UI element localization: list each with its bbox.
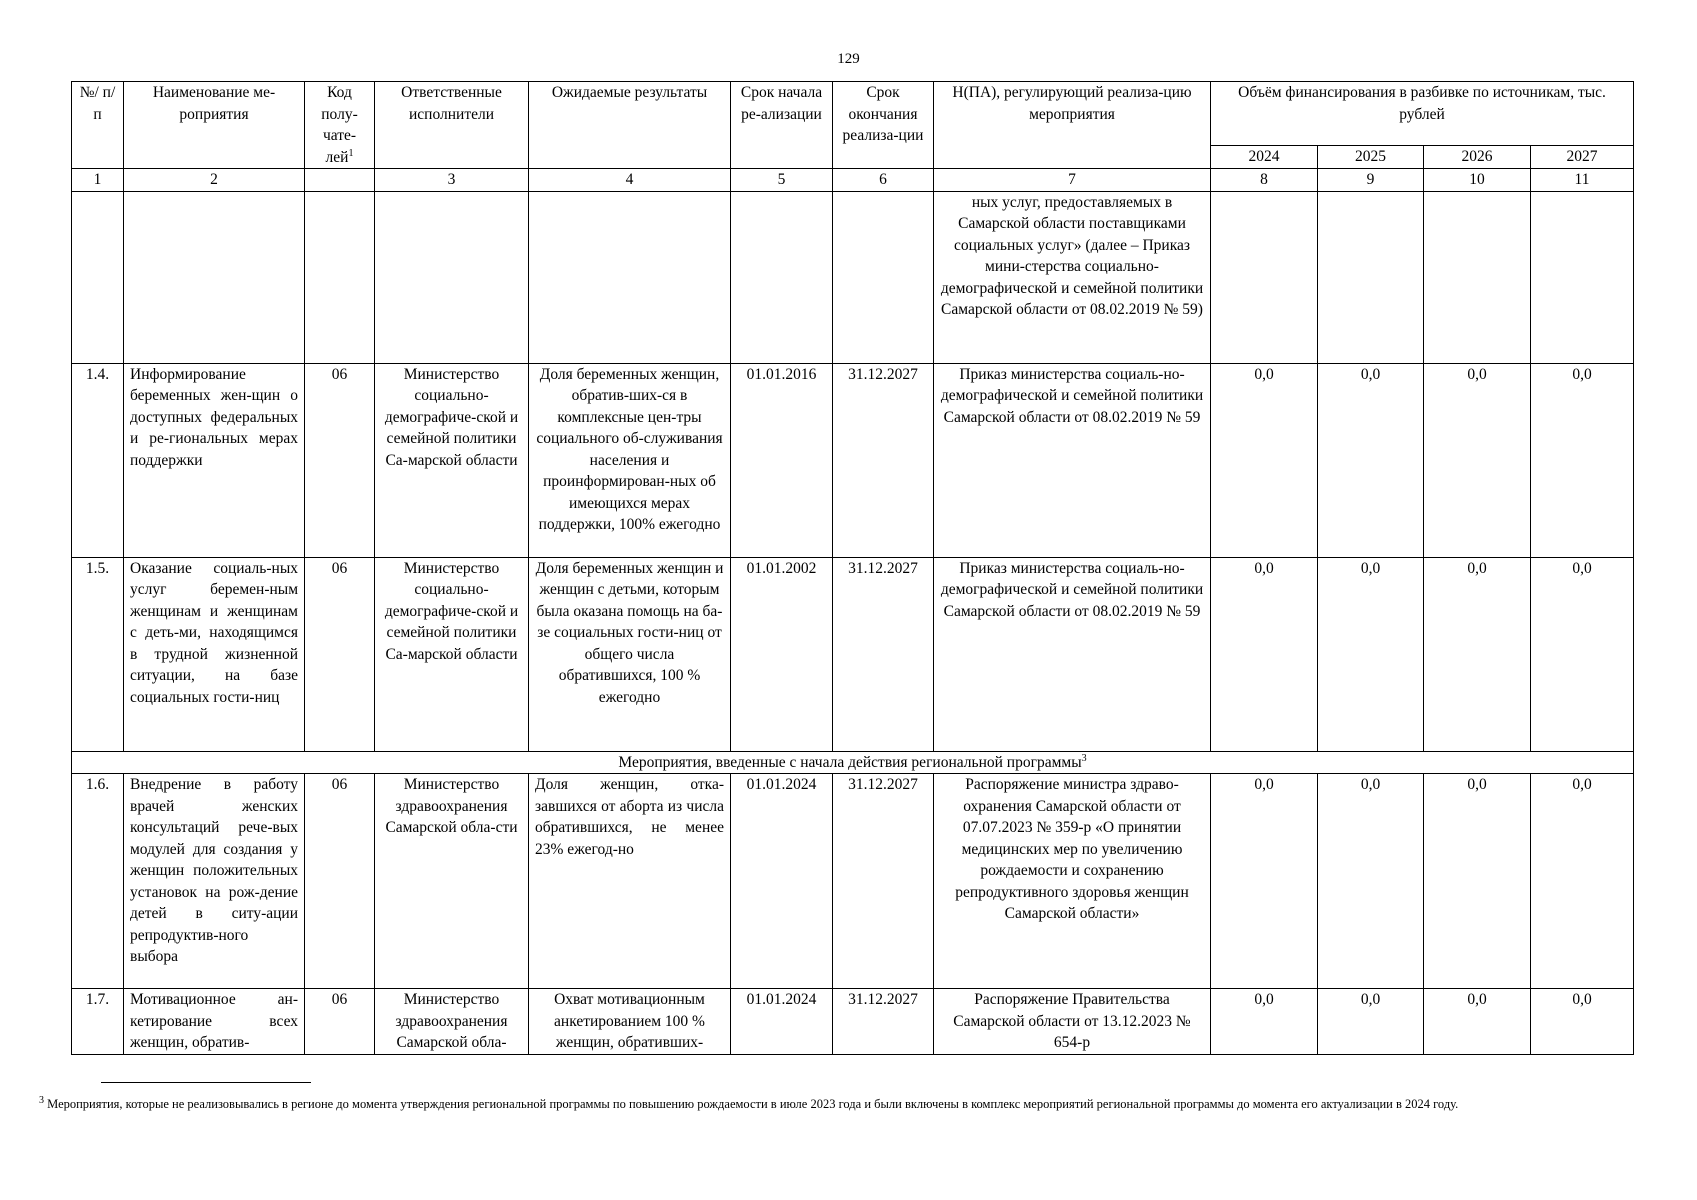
row-start: 01.01.2016 bbox=[731, 363, 833, 557]
column-number: 1 bbox=[72, 169, 124, 192]
row-name: Информирование беременных жен-щин о доступных федеральных и ре-гиональных мерах поддержки bbox=[124, 363, 305, 557]
header-npa: Н(ПА), регулирующий реализа-цию мероприятия bbox=[934, 82, 1211, 169]
header-start: Срок начала ре-ализации bbox=[731, 82, 833, 169]
header-responsible: Ответственные исполнители bbox=[375, 82, 529, 169]
row-fin-2026: 0,0 bbox=[1424, 774, 1531, 989]
row-responsible: Министерство социально-демографиче-ской и семейной политики Са-марской области bbox=[375, 363, 529, 557]
row-start: 01.01.2024 bbox=[731, 989, 833, 1055]
row-fin-2027: 0,0 bbox=[1531, 989, 1634, 1055]
header-year: 2027 bbox=[1531, 146, 1634, 169]
row-fin-2027: 0,0 bbox=[1531, 557, 1634, 751]
row-code: 06 bbox=[305, 363, 375, 557]
row-npa: Распоряжение министра здраво-охранения Самарской области от 07.07.2023 № 359-р «О принятии медицинских мер по увеличению рождаемости и сохранению репродуктивного здоровья женщин Самарской области» bbox=[934, 774, 1211, 989]
header-year: 2026 bbox=[1424, 146, 1531, 169]
header-year: 2025 bbox=[1318, 146, 1424, 169]
column-number: 6 bbox=[833, 169, 934, 192]
column-number: 4 bbox=[529, 169, 731, 192]
header-code-text: Код полу-чате-лей bbox=[321, 84, 358, 166]
header-row bbox=[72, 82, 1634, 146]
row-responsible: Министерство здравоохранения Самарской обла-сти bbox=[375, 774, 529, 989]
column-number: 9 bbox=[1318, 169, 1424, 192]
row-end: 31.12.2027 bbox=[833, 557, 934, 751]
column-number: 7 bbox=[934, 169, 1211, 192]
npa-cell: ных услуг, предоставляемых в Самарской области поставщиками социальных услуг» (далее – Приказ мини-стерства социально-демографической и семейной политики Самарской области от 08.02.2019 № 59) bbox=[934, 191, 1211, 363]
row-start: 01.01.2002 bbox=[731, 557, 833, 751]
header-end: Срок окончания реализа-ции bbox=[833, 82, 934, 169]
column-number: 8 bbox=[1211, 169, 1318, 192]
footnote-marker: 3 bbox=[39, 1094, 44, 1106]
column-number: 3 bbox=[375, 169, 529, 192]
row-code: 06 bbox=[305, 774, 375, 989]
section-title: Мероприятия, введенные с начала действия региональной программы bbox=[618, 753, 1082, 771]
header-code bbox=[305, 82, 375, 169]
column-number bbox=[305, 169, 375, 192]
page-number: 129 bbox=[837, 51, 860, 67]
header-financing: Объём финансирования в разбивке по источникам, тыс. рублей bbox=[1211, 82, 1634, 146]
column-number: 5 bbox=[731, 169, 833, 192]
row-fin-2026: 0,0 bbox=[1424, 363, 1531, 557]
row-fin-2026: 0,0 bbox=[1424, 557, 1531, 751]
section-title-cell bbox=[72, 751, 1634, 774]
continuation-row bbox=[72, 191, 1634, 363]
row-num: 1.7. bbox=[72, 989, 124, 1055]
row-npa: Приказ министерства социаль-но-демографической и семейной политики Самарской области от 08.02.2019 № 59 bbox=[934, 557, 1211, 751]
row-end: 31.12.2027 bbox=[833, 774, 934, 989]
row-fin-2025: 0,0 bbox=[1318, 774, 1424, 989]
column-number: 10 bbox=[1424, 169, 1531, 192]
row-npa: Приказ министерства социаль-но-демографической и семейной политики Самарской области от 08.02.2019 № 59 bbox=[934, 363, 1211, 557]
row-fin-2024: 0,0 bbox=[1211, 989, 1318, 1055]
row-fin-2026: 0,0 bbox=[1424, 989, 1531, 1055]
header-year: 2024 bbox=[1211, 146, 1318, 169]
row-results: Охват мотивационным анкетированием 100 % женщин, обративших- bbox=[529, 989, 731, 1055]
row-start: 01.01.2024 bbox=[731, 774, 833, 989]
row-name: Оказание социаль-ных услуг беремен-ным женщинам и женщинам с деть-ми, находящимся в трудной жизненной ситуации, на базе социальных гости-ниц bbox=[124, 557, 305, 751]
row-responsible: Министерство социально-демографиче-ской и семейной политики Са-марской области bbox=[375, 557, 529, 751]
row-fin-2025: 0,0 bbox=[1318, 989, 1424, 1055]
row-fin-2027: 0,0 bbox=[1531, 774, 1634, 989]
footnote-text: Мероприятия, которые не реализовывались в регионе до момента утверждения региональной программы по повышению рождаемости в июле 2023 года и были включены в комплекс мероприятий региональной программы до момента его актуализации в 2024 году. bbox=[47, 1097, 1459, 1111]
footnote bbox=[39, 1096, 1599, 1112]
row-fin-2025: 0,0 bbox=[1318, 557, 1424, 751]
row-responsible: Министерство здравоохранения Самарской обла- bbox=[375, 989, 529, 1055]
row-fin-2027: 0,0 bbox=[1531, 363, 1634, 557]
table-row bbox=[72, 774, 1634, 989]
column-numbers-row bbox=[72, 169, 1634, 192]
header-name: Наименование ме-роприятия bbox=[124, 82, 305, 169]
header-results: Ожидаемые результаты bbox=[529, 82, 731, 169]
row-name: Мотивационное ан-кетирование всех женщин, обратив- bbox=[124, 989, 305, 1055]
row-code: 06 bbox=[305, 989, 375, 1055]
section-row bbox=[72, 751, 1634, 774]
column-number: 11 bbox=[1531, 169, 1634, 192]
row-fin-2024: 0,0 bbox=[1211, 774, 1318, 989]
row-num: 1.5. bbox=[72, 557, 124, 751]
header-num: №/ п/п bbox=[72, 82, 124, 169]
row-end: 31.12.2027 bbox=[833, 989, 934, 1055]
row-results: Доля женщин, отка-завшихся от аборта из числа обратившихся, не менее 23% ежегод-но bbox=[529, 774, 731, 989]
footnote-divider bbox=[101, 1082, 311, 1083]
row-npa: Распоряжение Правительства Самарской области от 13.12.2023 № 654-р bbox=[934, 989, 1211, 1055]
measures-table bbox=[71, 81, 1634, 1055]
row-num: 1.4. bbox=[72, 363, 124, 557]
row-fin-2024: 0,0 bbox=[1211, 363, 1318, 557]
row-fin-2024: 0,0 bbox=[1211, 557, 1318, 751]
row-num: 1.6. bbox=[72, 774, 124, 989]
row-results: Доля беременных женщин и женщин с детьми, которым была оказана помощь на ба-зе социальных гости-ниц от общего числа обратившихся, 100 % ежегодно bbox=[529, 557, 731, 751]
footnote-ref-1: 1 bbox=[348, 147, 354, 159]
table-row bbox=[72, 557, 1634, 751]
row-name: Внедрение в работу врачей женских консультаций рече-вых модулей для создания у женщин положительных установок на рож-дение детей в ситу-ации репродуктив-ного выбора bbox=[124, 774, 305, 989]
row-fin-2025: 0,0 bbox=[1318, 363, 1424, 557]
row-code: 06 bbox=[305, 557, 375, 751]
table-row bbox=[72, 363, 1634, 557]
column-number: 2 bbox=[124, 169, 305, 192]
row-results: Доля беременных женщин, обратив-ших-ся в комплексные цен-тры социального об-служивания населения и проинформирован-ных об имеющихся мерах поддержки, 100% ежегодно bbox=[529, 363, 731, 557]
table-row bbox=[72, 989, 1634, 1055]
footnote-ref-3: 3 bbox=[1081, 752, 1087, 764]
row-end: 31.12.2027 bbox=[833, 363, 934, 557]
